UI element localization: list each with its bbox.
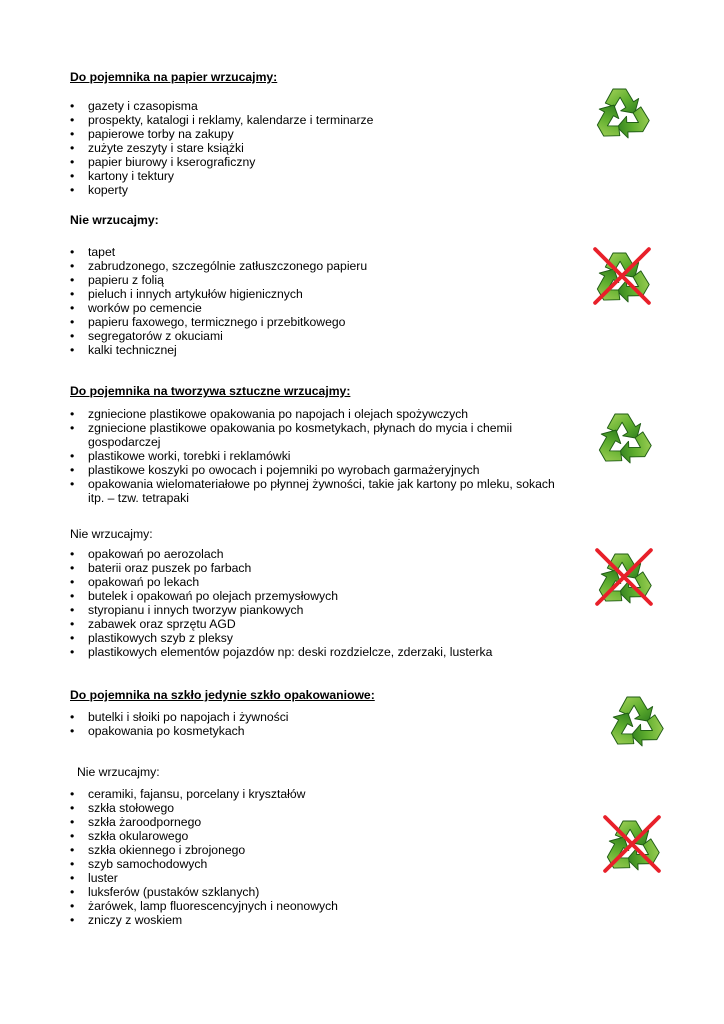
list-item: • baterii oraz puszek po farbach xyxy=(70,561,556,575)
list-item: • luksferów (pustaków szklanych) xyxy=(70,885,556,899)
list-item: • kartony i tektury xyxy=(70,169,556,183)
list-item: • segregatorów z okuciami xyxy=(70,329,556,343)
section-plastic xyxy=(70,384,556,505)
list-item: • plastikowych szyb z pleksy xyxy=(70,631,556,645)
exclude-header: Nie wrzucajmy: xyxy=(70,213,159,227)
recycle-crossed-icon xyxy=(590,244,654,308)
list-item: • gazety i czasopisma xyxy=(70,99,556,113)
recycle-crossed-icon xyxy=(600,812,664,876)
list-item: • styropianu i innych tworzyw piankowych xyxy=(70,603,556,617)
list-item: • tapet xyxy=(70,245,556,259)
list-item: • zgniecione plastikowe opakowania po kosmetykach, płynach do mycia i chemii gospodarczej xyxy=(70,421,556,449)
list-item: • zgniecione plastikowe opakowania po napojach i olejach spożywczych xyxy=(70,407,556,421)
exclude-list xyxy=(70,245,556,357)
exclude-header: Nie wrzucajmy: xyxy=(70,527,153,541)
list-item: • kalki technicznej xyxy=(70,343,556,357)
list-item: • zużyte zeszyty i stare książki xyxy=(70,141,556,155)
exclude-list xyxy=(70,547,556,659)
section-glass xyxy=(70,688,556,738)
list-item: • papier biurowy i kserograficzny xyxy=(70,155,556,169)
section-paper-exclude xyxy=(70,213,556,357)
list-item: • ceramiki, fajansu, porcelany i kryształów xyxy=(70,787,556,801)
section-header: Do pojemnika na tworzywa sztuczne wrzucajmy: xyxy=(70,384,351,398)
list-item: • szkła żaroodpornego xyxy=(70,815,556,829)
section-header: Do pojemnika na papier wrzucajmy: xyxy=(70,70,278,84)
section-plastic-exclude xyxy=(70,527,556,659)
list-item: • butelek i opakowań po olejach przemysłowych xyxy=(70,589,556,603)
list-item: • żarówek, lamp fluorescencyjnych i neonowych xyxy=(70,899,556,913)
list-item: • prospekty, katalogi i reklamy, kalendarze i terminarze xyxy=(70,113,556,127)
list-item: • zabrudzonego, szczególnie zatłuszczonego papieru xyxy=(70,259,556,273)
list-item: • szkła okularowego xyxy=(70,829,556,843)
list-item: • szkła stołowego xyxy=(70,801,556,815)
list-item: • plastikowe koszyki po owocach i pojemniki po wyrobach garmażeryjnych xyxy=(70,463,556,477)
section-header: Do pojemnika na szkło jedynie szkło opakowaniowe: xyxy=(70,688,375,702)
section-glass-exclude xyxy=(77,765,556,927)
section-paper xyxy=(70,70,556,197)
list-item: • szkła okiennego i zbrojonego xyxy=(70,843,556,857)
list-item: • szyb samochodowych xyxy=(70,857,556,871)
list-item: • opakowań po lekach xyxy=(70,575,556,589)
include-list xyxy=(70,710,556,738)
include-list xyxy=(70,407,556,505)
list-item: • opakowania po kosmetykach xyxy=(70,724,556,738)
list-item: • papieru faxowego, termicznego i przebitkowego xyxy=(70,315,556,329)
include-list xyxy=(70,99,556,197)
recycle-icon xyxy=(590,80,654,144)
recycle-icon xyxy=(604,688,668,752)
list-item: • papieru z folią xyxy=(70,273,556,287)
list-item: • papierowe torby na zakupy xyxy=(70,127,556,141)
list-item: • opakowań po aerozolach xyxy=(70,547,556,561)
list-item: • butelki i słoiki po napojach i żywności xyxy=(70,710,556,724)
list-item: • opakowania wielomateriałowe po płynnej żywności, takie jak kartony po mleku, sokach itp. – tzw. tetrapaki xyxy=(70,477,556,505)
list-item: • plastikowe worki, torebki i reklamówki xyxy=(70,449,556,463)
list-item: • zniczy z woskiem xyxy=(70,913,556,927)
exclude-header: Nie wrzucajmy: xyxy=(77,765,160,779)
exclude-list xyxy=(70,787,556,927)
recycle-crossed-icon xyxy=(592,545,656,609)
list-item: • plastikowych elementów pojazdów np: deski rozdzielcze, zderzaki, lusterka xyxy=(70,645,556,659)
list-item: • zabawek oraz sprzętu AGD xyxy=(70,617,556,631)
list-item: • pieluch i innych artykułów higienicznych xyxy=(70,287,556,301)
list-item: • worków po cemencie xyxy=(70,301,556,315)
recycle-icon xyxy=(592,405,656,469)
list-item: • luster xyxy=(70,871,556,885)
list-item: • koperty xyxy=(70,183,556,197)
